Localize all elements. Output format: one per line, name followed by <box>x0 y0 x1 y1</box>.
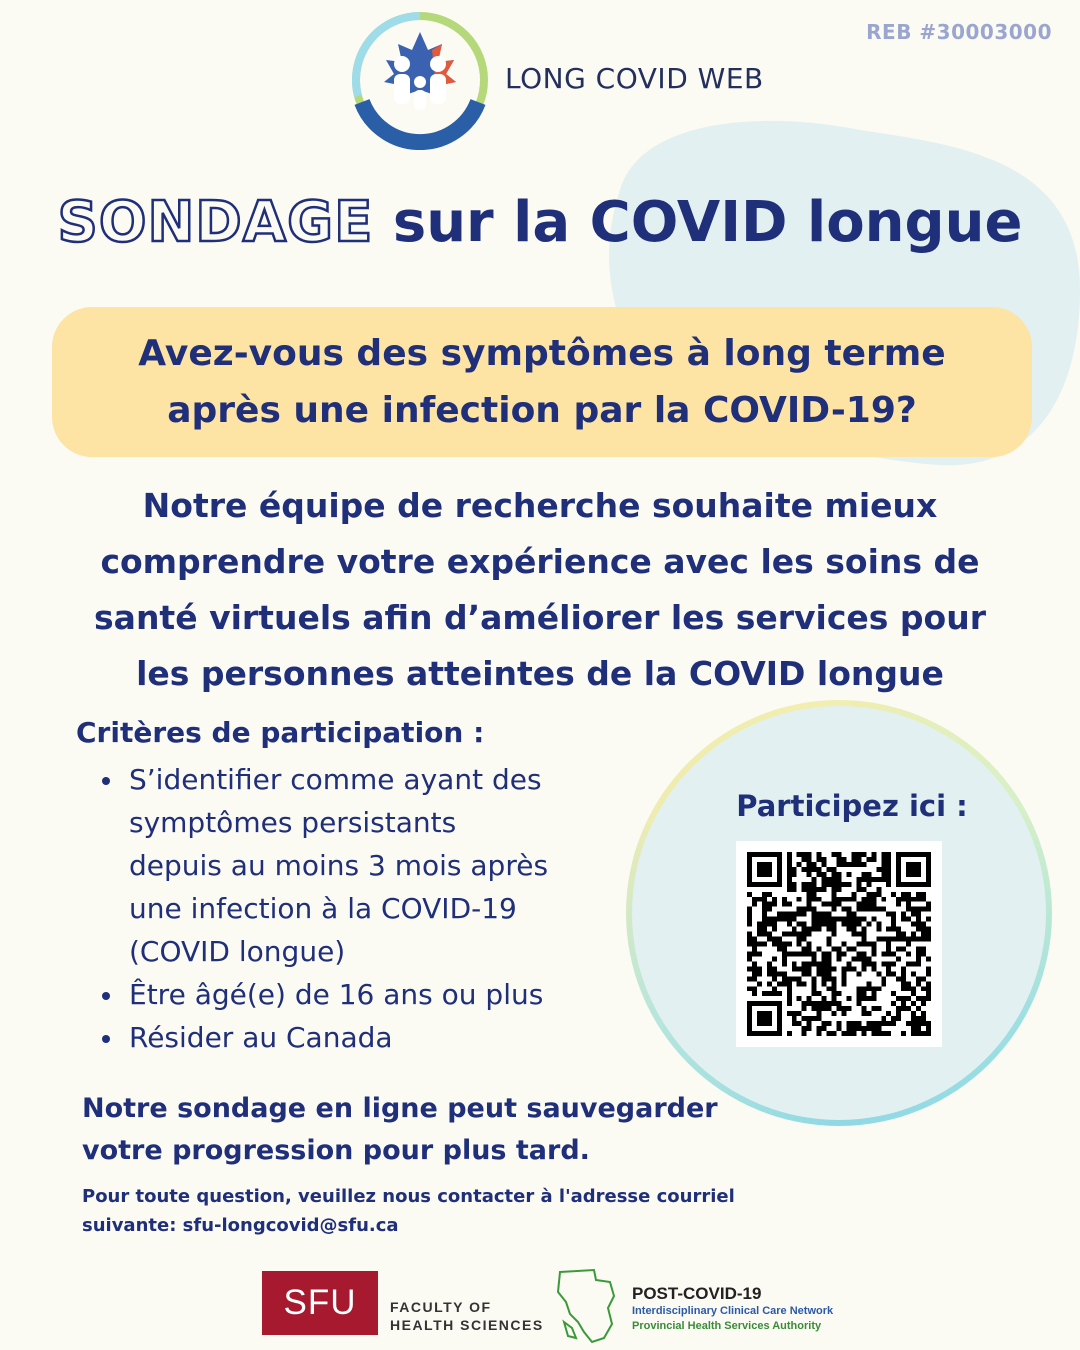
criteria-item-line: depuis au moins 3 mois après <box>129 849 549 882</box>
contact-info <box>82 1182 735 1240</box>
criteria-item-line: symptômes persistants <box>129 806 457 839</box>
qr-code-icon <box>747 852 931 1036</box>
save-progress-note <box>82 1088 718 1172</box>
intro-line-1: Notre équipe de recherche souhaite mieux <box>142 486 938 525</box>
criteria-item-line: une infection à la COVID-19 <box>129 892 517 925</box>
criteria-item-line: (COVID longue) <box>129 935 346 968</box>
sfu-faculty-line-1: FACULTY OF <box>390 1299 492 1315</box>
participate-circle-inner <box>632 706 1046 1120</box>
page-title <box>0 190 1080 255</box>
intro-paragraph <box>40 478 1040 702</box>
participate-circle <box>626 700 1052 1126</box>
question-banner <box>52 307 1032 457</box>
qr-code[interactable] <box>736 841 942 1047</box>
reb-number: REB #30003000 <box>866 20 1052 44</box>
criteria-list <box>102 758 622 1059</box>
intro-line-2: comprendre votre expérience avec les soins de <box>100 542 980 581</box>
question-line-1: Avez-vous des symptômes à long terme <box>138 333 946 374</box>
title-rest: sur la COVID longue <box>392 190 1023 255</box>
criteria-item-line: S’identifier comme ayant des <box>129 763 542 796</box>
post-covid-title: POST-COVID-19 <box>632 1284 762 1303</box>
sfu-faculty-name <box>390 1298 544 1334</box>
question-text <box>138 325 945 439</box>
sfu-faculty-line-2: HEALTH SCIENCES <box>390 1317 544 1333</box>
criteria-item-line: Être âgé(e) de 16 ans ou plus <box>129 978 544 1011</box>
contact-line-1: Pour toute question, veuillez nous contacter à l'adresse courriel <box>82 1186 735 1207</box>
post-covid-network: Interdisciplinary Clinical Care Network <box>632 1305 834 1317</box>
criteria-item <box>102 1016 622 1059</box>
criteria-item <box>102 758 622 973</box>
contact-line-2[interactable]: suivante: sfu-longcovid@sfu.ca <box>82 1215 399 1236</box>
criteria-item <box>102 973 622 1016</box>
save-note-line-2: votre progression pour plus tard. <box>82 1135 590 1166</box>
criteria-title: Critères de participation : <box>76 716 485 749</box>
post-covid-authority: Provincial Health Services Authority <box>632 1320 822 1332</box>
criteria-item-line: Résider au Canada <box>129 1021 393 1054</box>
participate-label: Participez ici : <box>736 789 968 823</box>
save-note-line-1: Notre sondage en ligne peut sauvegarder <box>82 1093 718 1124</box>
bc-map-icon <box>554 1266 622 1344</box>
title-outlined-word: SONDAGE <box>57 190 374 255</box>
intro-line-4: les personnes atteintes de la COVID longue <box>136 654 944 693</box>
logo-text: LONG COVID WEB <box>505 62 764 95</box>
question-line-2: après une infection par la COVID-19? <box>167 390 917 431</box>
sfu-logo: SFU <box>262 1271 378 1335</box>
long-covid-web-logo <box>350 10 490 150</box>
intro-line-3: santé virtuels afin d’améliorer les services pour <box>94 598 986 637</box>
